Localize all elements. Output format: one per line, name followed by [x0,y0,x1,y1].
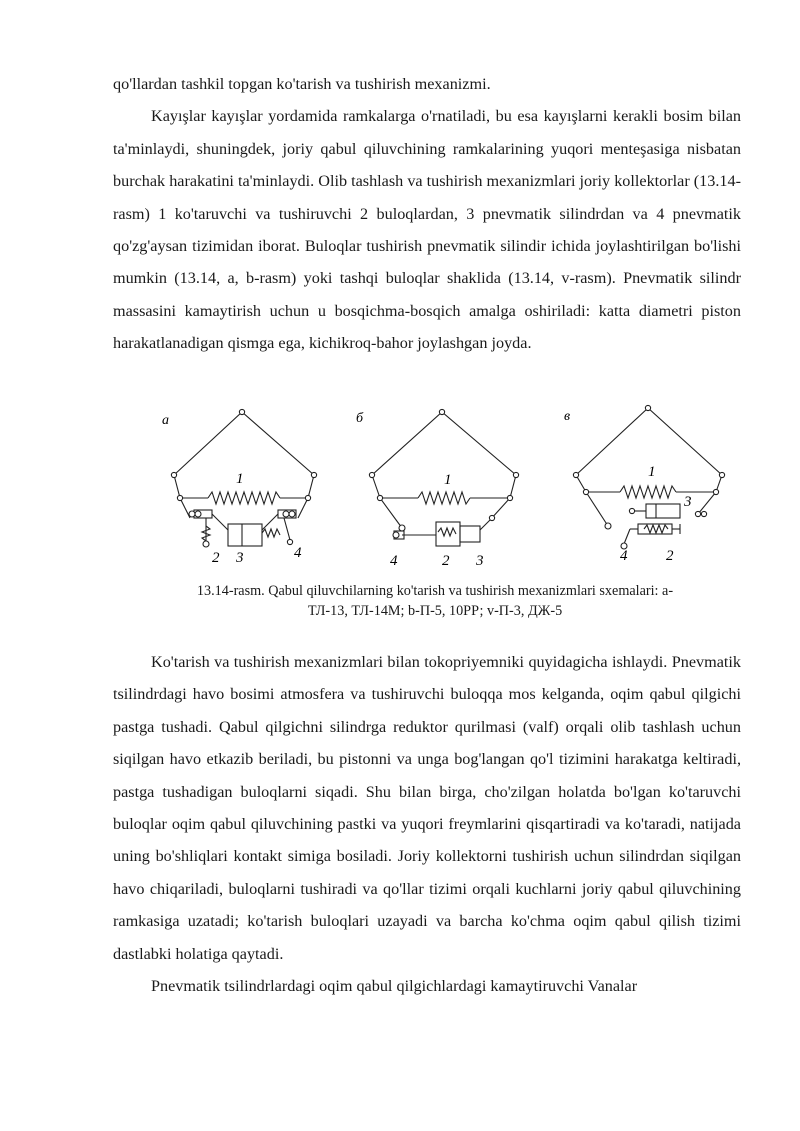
label-b-3: 3 [476,553,484,569]
mechanism-schematics [150,400,730,575]
label-b-2: 2 [442,553,450,569]
text-block-bottom [113,646,741,1002]
panel-label-b: б [356,411,364,426]
label-a-1: 1 [236,471,244,487]
label-a-3: 3 [236,550,244,566]
label-b-1: 1 [444,472,452,488]
paragraph-continuation: qo'llardan tashkil topgan ko'tarish va tushirish mexanizmi. [113,75,491,93]
label-v-4: 4 [620,548,628,564]
paragraph-belts: Kayışlar kayışlar yordamida ramkalarga o'rnatiladi, bu esa kayışlarni kerakli bosim bilan ta'minlaydi, shuningdek, joriy qabul qiluvchining ramkalarining yuqori menteşasiga nisbatan burchak harakatini ta'minlaydi. Olib tashlash va tushirish mexanizmlari joriy kollektorlar (13.14-rasm) 1 ko'taruvchi va tushiruvchi 2 buloqlardan, 3 pnevmatik silindrdan va 4 pnevmatik qo'zg'aysan tizimidan iborat. Buloqlar tushirish pnevmatik silindir ichida joylashtirilgan bo'lishi mumkin (13.14, a, b-rasm) yoki tashqi buloqlar shaklida (13.14, v-rasm). Pnevmatik silindr massasini kamaytirish uchun u bosqichma-bosqich amalga oshiriladi: katta diametri piston harakatlanadigan qismga ega, kichikroq-bahor joylashgan joyda. [113,107,741,353]
label-b-4: 4 [390,553,398,569]
label-v-3: 3 [684,494,692,510]
panel-label-v: в [564,409,571,424]
caption-line-2: ТЛ-13, ТЛ-14М; b-П-5, 10РР; v-П-3, ДЖ-5 [307,603,563,619]
label-a-4: 4 [294,545,302,561]
figure-caption [140,581,730,621]
text-block-top [113,68,741,360]
label-v-1: 1 [648,464,656,480]
label-v-2: 2 [666,548,674,564]
schematic-a [174,412,314,546]
label-a-2: 2 [212,550,220,566]
paragraph-operation: Ko'tarish va tushirish mexanizmlari bilan tokopriyemniki quyidagicha ishlaydi. Pnevmatik tsilindrdagi havo bosimi atmosfera va tushiruvchi buloqqa mos kelganda, oqim qabul qilgichi pastga tushadi. Qabul qilgichni silindrga reduktor qurilmasi (valf) orqali olib tashlash uchun siqilgan havo etkazib beriladi, bu pistonni va unga bog'langan qo'l tizimini harakatga keltiradi, pastga tushadigan buloqlarni siqadi. Shu bilan birga, cho'zilgan holatda bo'lgan ko'taruvchi buloqlar oqim qabul qiluvchining pastki va yuqori freymlarini qisqartiradi va ko'taradi, natijada uning bo'shliqlari kontakt simiga bosiladi. Joriy kollektorni tushirish uchun silindrdan siqilgan havo chiqariladi, buloqlarni tushiradi va qo'llar tizimi orqali kuchlarni joriy qabul qiluvchining ramkasiga uzatadi; ko'tarish buloqlari uzayadi va barcha ko'chma oqim qabul qilish tizimi dastlabki holatiga qaytadi. [113,653,741,963]
figure-13-14 [150,400,730,575]
caption-line-1: 13.14-rasm. Qabul qiluvchilarning ko'tarish va tushirish mexanizmlari sxemalari: a- [196,583,674,599]
paragraph-valves: Pnevmatik tsilindrlardagi oqim qabul qilgichlardagi kamaytiruvchi Vanalar [151,977,638,996]
panel-label-a: а [162,413,169,428]
